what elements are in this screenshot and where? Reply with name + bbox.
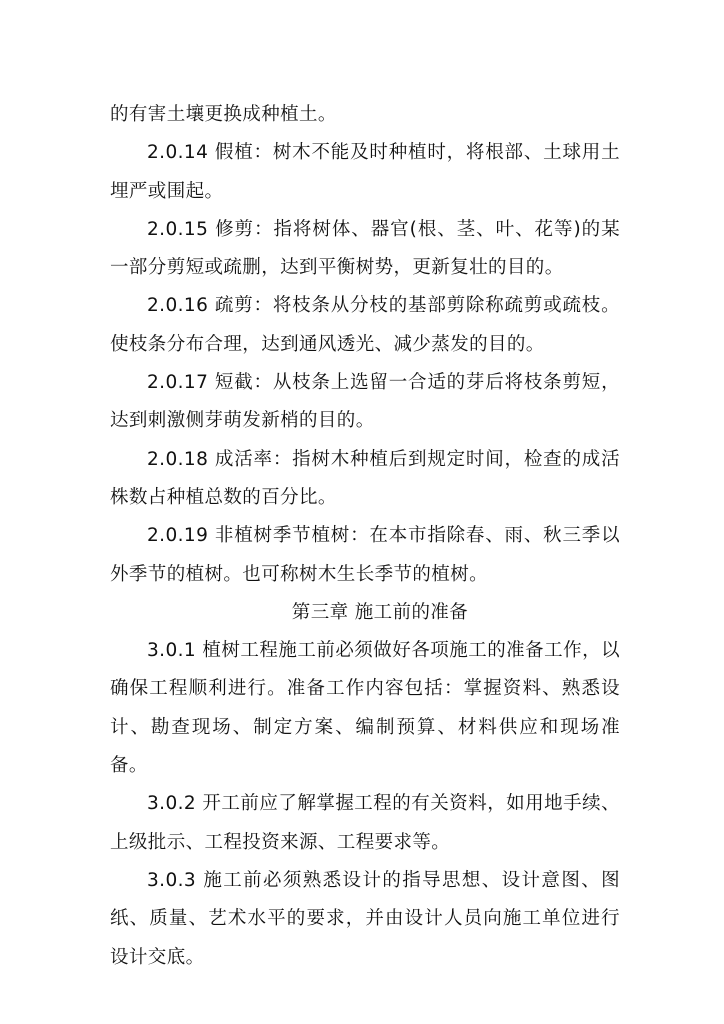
paragraph-3-0-3: 3.0.3 施工前必须熟悉设计的指导思想、设计意图、图纸、质量、艺术水平的要求，并由设计人员向施工单位进行设计交底。 [110, 869, 620, 968]
paragraph-2-0-18: 2.0.18 成活率：指树木种植后到规定时间，检查的成活株数占种植总数的百分比。 [110, 448, 620, 508]
paragraph-2-0-19: 2.0.19 非植树季节植树：在本市指除春、雨、秋三季以外季节的植树。也可称树木生长季节的植树。 [110, 525, 620, 585]
paragraph-2-0-16: 2.0.16 疏剪：将枝条从分枝的基部剪除称疏剪或疏枝。使枝条分布合理，达到通风透光、减少蒸发的目的。 [110, 295, 620, 355]
paragraph-3-0-2: 3.0.2 开工前应了解掌握工程的有关资料，如用地手续、上级批示、工程投资来源、工程要求等。 [110, 793, 620, 853]
paragraph-2-0-15: 2.0.15 修剪：指将树体、器官(根、茎、叶、花等)的某一部分剪短或疏删，达到平衡树势，更新复壮的目的。 [110, 218, 620, 279]
chapter-title: 第三章 施工前的准备 [291, 601, 469, 623]
document-body [110, 96, 620, 977]
paragraph-continuation: 的有害土壤更换成种植土。 [110, 104, 337, 125]
paragraph-2-0-14: 2.0.14 假植：树木不能及时种植时，将根部、土球用土埋严或围起。 [110, 142, 620, 202]
paragraph-3-0-1: 3.0.1 植树工程施工前必须做好各项施工的准备工作，以确保工程顺利进行。准备工作内容包括：掌握资料、熟悉设计、勘查现场、制定方案、编制预算、材料供应和现场准备。 [110, 640, 620, 777]
paragraph-2-0-17: 2.0.17 短截：从枝条上选留一合适的芽后将枝条剪短，达到刺激侧芽萌发新梢的目的。 [110, 372, 620, 432]
